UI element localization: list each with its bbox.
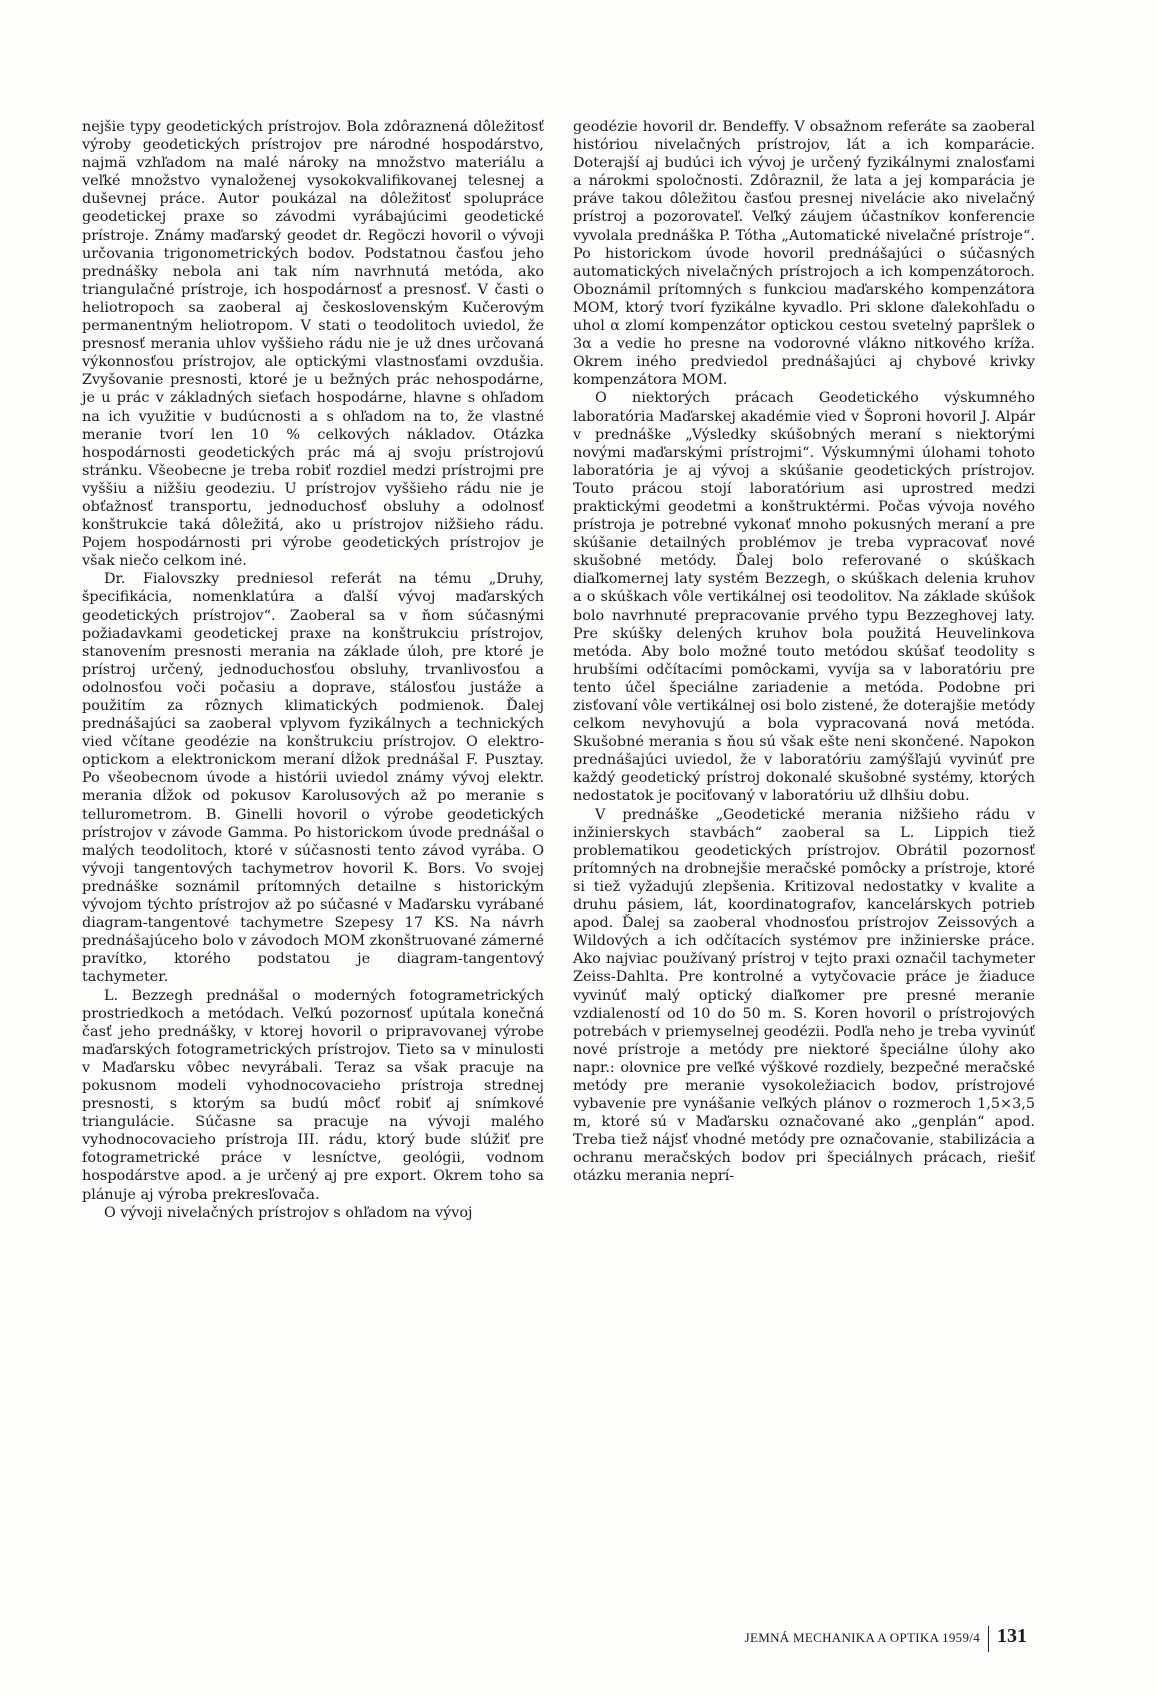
journal-title: JEMNÁ MECHANIKA A OPTIKA 1959/4 — [744, 1630, 980, 1645]
paragraph: V prednáške „Geodetické merania nižšieho rádu v inžinierskych stavbách“ zaoberal sa L. Lippich tiež problematikou geodetických prístrojov. Obrátil pozornosť prítomných na drobnejšie meračské pomôcky a prístroje, ktoré si tiež vyžadujú zlepšenia. Kritizoval nedostatky v kvalite a druhu pásiem, lát, koordinatografov, kancelárskych potrieb apod. Ďalej sa zaoberal vhodnosťou prístrojov Zeissových a Wildových a ich odčítacích systémov pre inžinierske práce. Ako najviac používaný prístroj v tejto praxi označil tachymeter Zeiss-Dahlta. Pre kontrolné a vytyčovacie práce je žiaduce vyvinúť malý optický diaľkomer pre presné meranie vzdialeností od 10 do 50 m. S. Koren hovoril o prístrojových potrebách v priemyselnej geodézii. Podľa neho je treba vyvinúť nové prístroje a metódy pre niektoré špeciálne úlohy ako napr.: olovnice pre veľké výškové rozdiely, bezpečné meračské metódy pre meranie vysokoležiacich bodov, prístrojové vybavenie pre vynášanie veľkých plánov o rozmeroch 1,5×3,5 m, ktoré sú v Maďarsku označované ako „genplán“ apod. Treba tiež nájsť vhodné metódy pre označovanie, stabilizácia a ochranu meračských bodov pri špeciálnych prácach, riešiť otázku merania neprí- — [573, 806, 1035, 1185]
left-column — [82, 118, 544, 1222]
paragraph: geodézie hovoril dr. Bendeffy. V obsažnom referáte sa zaoberal históriou nivelačných prístrojov, lát a ich komparácie. Doterajší aj budúci ich vývoj je určený fyzikálnymi znalosťami a nárokmi spoločnosti. Zdôraznil, že lata a jej komparácia je práve takou dôležitou časťou presnej nivelácie ako nivelačný prístroj a pozorovateľ. Veľký záujem účastníkov konferencie vyvolala prednáška P. Tótha „Automatické nivelačné prístroje“. Po historickom úvode hovoril prednášajúci o súčasných automatických nivelačných prístrojoch a ich kompenzátoroch. Oboznámil prítomných s funkciou maďarského kompenzátora MOM, ktorý tvorí fyzikálne kyvadlo. Pri sklone ďalekohľadu o uhol α zlomí kompenzátor optickou cestou svetelný papršlek o 3α a vedie ho presne na vodorovné vlákno nitkového kríža. Okrem iného predviedol prednášajúci aj chybové krivky kompenzátora MOM. — [573, 119, 1035, 389]
paragraph: Dr. Fialovszky predniesol referát na tému „Druhy, špecifikácia, nomenklatúra a ďalší vývoj maďarských geodetických prístrojov“. Zaoberal sa v ňom súčasnými požiadavkami geodetickej praxe na konštrukciu prístrojov, stanovením presnosti merania na základe úloh, pre ktoré je prístroj určený, jednoduchosťou obsluhy, trvanlivosťou a odolnosťou voči počasiu a doprave, stálosťou justáže a použitím za rôznych klimatických podmienok. Ďalej prednášajúci sa zaoberal vplyvom fyzikálnych a technických vied včítane geodézie na konštrukciu prístrojov. O elektro-optickom a elektronickom meraní dĺžok prednášal F. Pusztay. Po všeobecnom úvode a histórii uviedol známy vývoj elektr. merania dĺžok od pokusov Karolusových až po meranie s tellurometrom. B. Ginelli hovoril o výrobe geodetických prístrojov v závode Gamma. Po historickom úvode prednášal o malých teodolitoch, ktoré v súčasnosti tento závod vyrába. O vývoji tangentových tachymetrov hovoril K. Bors. Vo svojej prednáške soznámil prítomných detailne s historickým vývojom týchto prístrojov až po súčasné v Maďarsku vyrábané diagram-tangentové tachymetre Szepesy 17 KS. Na návrh prednášajúceho bolo v závodoch MOM zkonštruované zámerné pravítko, ktorého podstatou je diagram-tangentový tachymeter. — [82, 571, 544, 986]
paragraph: O niektorých prácach Geodetického výskumného laboratória Maďarskej akadémie vied v Šoproni hovoril J. Alpár v prednáške „Výsledky skúšobných meraní s niektorými novými maďarskými prístrojmi“. Výskumnými úlohami tohoto laboratória je aj vývoj a skúšanie geodetických prístrojov. Touto prácou stojí laboratórium asi uprostred medzi praktickými geodetmi a konštruktérmi. Počas vývoja nového prístroja je potrebné vykonať mnoho pokusných meraní a pre skúšanie detailných problémov je treba vypracovať nové skušobné metódy. Ďalej bolo referované o skúškach diaľkomernej laty systém Bezzegh, o skúškach delenia kruhov a o skúškach vôle vertikálnej osi teodolitov. Na základe skúšok bolo navrhnuté prepracovanie prvého typu Bezzeghovej laty. Pre skúšky delených kruhov bola použitá Heuvelinkova metóda. Aby bolo možné touto metódou skúšať teodolity s hrubšími odčítacími pomôckami, vyvíja sa v laboratóriu pre tento účel špeciálne zariadenie a metóda. Podobne pri zisťovaní vôle vertikálnej osi bolo zistené, že doterajšie metódy celkom nevyhovujú a bola vypracovaná nová metóda. Skušobné merania s ňou sú však ešte neni skončené. Napokon prednášajúci uviedol, že v laboratóriu zamýšľajú vyvinúť pre každý geodetický prístroj dokonalé skušobné systémy, ktorých nedostatok je pociťovaný v laboratóriu už dlhšiu dobu. — [573, 390, 1035, 805]
paragraph: L. Bezzegh prednášal o moderných fotogrametrických prostriedkoch a metódach. Veľkú pozornosť upútala konečná časť jeho prednášky, v ktorej hovoril o pripravovanej výrobe maďarských fotogrametrických prístrojov. Tieto sa v minulosti v Maďarsku vôbec nevyrábali. Teraz sa však pracuje na pokusnom modeli vyhodnocovacieho prístroja strednej presnosti, s ktorým sa budú môcť robiť aj snímkové triangulácie. Súčasne sa pracuje na vývoji malého vyhodnocovacieho prístroja III. rádu, ktorý bude slúžiť pre fotogrametrické práce v lesníctve, geológii, vodnom hospodárstve apod. a je určený aj pre export. Okrem toho sa plánuje aj výroba prekresľovača. — [82, 987, 544, 1203]
paragraph: nejšie typy geodetických prístrojov. Bola zdôraznená dôležitosť výroby geodetických prístrojov pre národné hospodárstvo, najmä vzhľadom na malé nároky na množstvo materiálu a veľké množstvo vynaloženej vysokokvalifikovanej telesnej a duševnej práce. Autor poukázal na dôležitosť spolupráce geodetickej praxe so závodmi vyrábajúcimi geodetické prístroje. Známy maďarský geodet dr. Regöczi hovoril o vývoji určovania trigonometrických bodov. Podstatnou časťou jeho prednášky nebola ani tak ním navrhnutá metóda, ako triangulačné prístroje, ich hospodárnosť a presnosť. V časti o heliotropoch sa zaoberal aj československým Kučerovým permanentným heliotropom. V stati o teodolitoch uviedol, že presnosť merania uhlov vyššieho rádu nie je už dnes určovaná výkonnosťou prístrojov, ale optickými vlastnosťami ovzdušia. Zvyšovanie presnosti, ktoré je u bežných prác nehospodárne, je u prác v základných sieťach hospodárne, hlavne s ohľadom na ich využitie v budúcnosti a s ohľadom na to, že vlastné meranie tvorí len 10 % celkových nákladov. Otázka hospodárnosti geodetických prác má aj svoju prístrojovú stránku. Všeobecne je treba robiť rozdiel medzi prístrojmi pre vyššiu a nižšiu geodeziu. U prístrojov vyššieho rádu nie je obťažnosť transportu, jednoduchosť obsluhy a odolnosť konštrukcie taká dôležitá, ako u prístrojov nižšieho rádu. Pojem hospodárnosti pri výrobe geodetických prístrojov je však niečo celkom iné. — [82, 119, 544, 570]
paragraph: O vývoji nivelačných prístrojov s ohľadom na vývoj — [104, 1204, 473, 1221]
page-number: 131 — [997, 1625, 1027, 1647]
footer-divider — [988, 1626, 989, 1652]
right-column — [573, 118, 1035, 1186]
page-footer — [715, 1624, 1075, 1654]
